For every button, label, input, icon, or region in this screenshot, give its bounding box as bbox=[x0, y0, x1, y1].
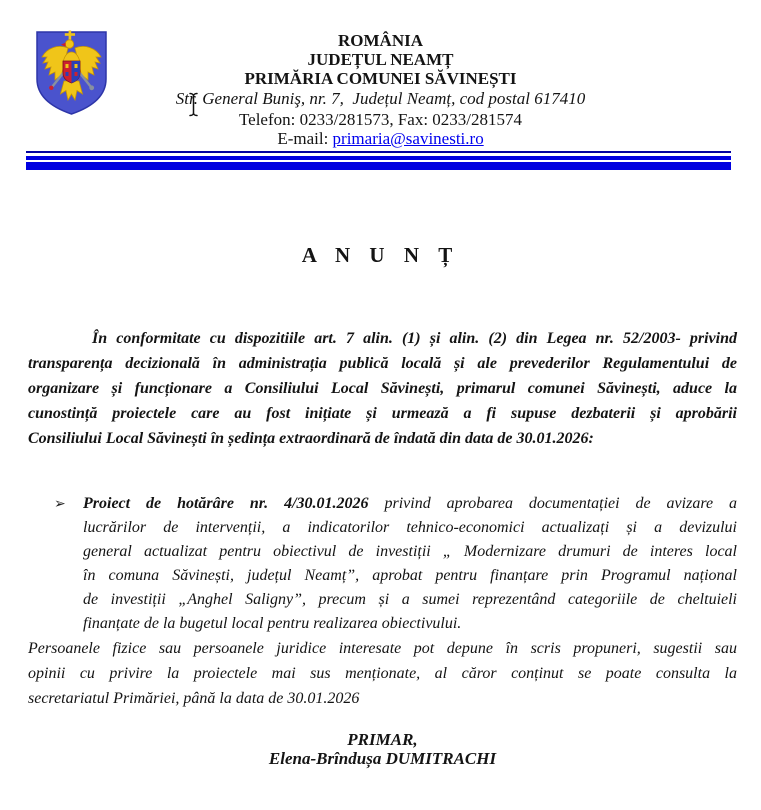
paragraph-line: de investiții „Anghel Saligny”, precum și a sumei reprezentând categoriile de cheltuieli bbox=[83, 591, 737, 608]
header-county: JUDEȚUL NEAMȚ bbox=[307, 50, 454, 69]
paragraph-line bbox=[83, 492, 737, 516]
email-label: E-mail: bbox=[277, 129, 333, 148]
header-email-line bbox=[0, 129, 761, 148]
paragraph-line: În conformitate cu dispozitiile art. 7 alin. (1) și alin. (2) din Legea nr. 52/2003- privind bbox=[92, 330, 737, 347]
signature-name: Elena-Brîndușa DUMITRACHI bbox=[268, 749, 497, 768]
text-cursor-icon bbox=[188, 92, 199, 117]
paragraph-line: organizare și funcționare a Consiliului Local Săvinești, primarul comunei Săvinești, aduce la bbox=[28, 380, 737, 397]
header-divider bbox=[26, 151, 731, 170]
document-body bbox=[28, 326, 737, 768]
letterhead bbox=[0, 0, 761, 148]
header-country: ROMÂNIA bbox=[338, 31, 423, 50]
project-lead-rest: privind aprobarea documentației de avizare a bbox=[368, 495, 737, 512]
paragraph-line: cunostință proiectele care au fost inițiate și urmează a fi supuse dezbaterii și aprobării bbox=[28, 405, 737, 422]
signature-role: PRIMAR, bbox=[347, 730, 418, 749]
page-title: A N U N Ț bbox=[301, 243, 460, 267]
project-number: Proiect de hotărâre nr. 4/30.01.2026 bbox=[83, 495, 369, 512]
email-link[interactable]: primaria@savinesti.ro bbox=[332, 129, 484, 148]
paragraph-line: în comuna Săvinești, județul Neamț”, aprobat pentru finanțare prin Programul național bbox=[83, 567, 737, 584]
arrow-bullet-icon: ➢ bbox=[54, 497, 66, 512]
divider-line-thin bbox=[26, 151, 731, 153]
divider-line-thick bbox=[26, 162, 731, 170]
header-address: Str. General Buniş, nr. 7, Județul Neamț, cod postal 617410 bbox=[175, 89, 586, 108]
header-phone-fax: Telefon: 0233/281573, Fax: 0233/281574 bbox=[238, 110, 523, 129]
signature-block bbox=[28, 730, 737, 768]
intro-paragraph bbox=[28, 326, 737, 451]
paragraph-line: Persoanele fizice sau persoanele juridice interesate pot depune în scris propuneri, sugestii sau bbox=[28, 640, 737, 657]
romania-coat-of-arms-icon bbox=[33, 29, 110, 117]
closing-paragraph bbox=[28, 636, 737, 711]
paragraph-line: Consiliului Local Săvinești în ședința extraordinară de îndată din data de 30.01.2026: bbox=[28, 430, 594, 447]
paragraph-line: opinii cu privire la proiectele mai sus menționate, al căror conținut se poate consulta la bbox=[28, 665, 737, 682]
paragraph-line: general actualizat pentru obiectivul de investiții „ Modernizare drumuri de interes local bbox=[83, 543, 737, 560]
paragraph-line: finanțate de la bugetul local pentru realizarea obiectivului. bbox=[83, 615, 462, 632]
header-institution: PRIMĂRIA COMUNEI SĂVINEȘTI bbox=[244, 69, 517, 88]
paragraph-line: lucrărilor de intervenții, a indicatorilor tehnico-economici actualizați și a devizului bbox=[83, 519, 737, 536]
paragraph-line: transparența decizională în administrația publică locală și ale prevederilor Regulamentului de bbox=[28, 355, 737, 372]
project-list-item bbox=[28, 492, 737, 636]
paragraph-line: secretariatul Primăriei, până la data de 30.01.2026 bbox=[28, 690, 360, 707]
divider-line-medium bbox=[26, 156, 731, 160]
